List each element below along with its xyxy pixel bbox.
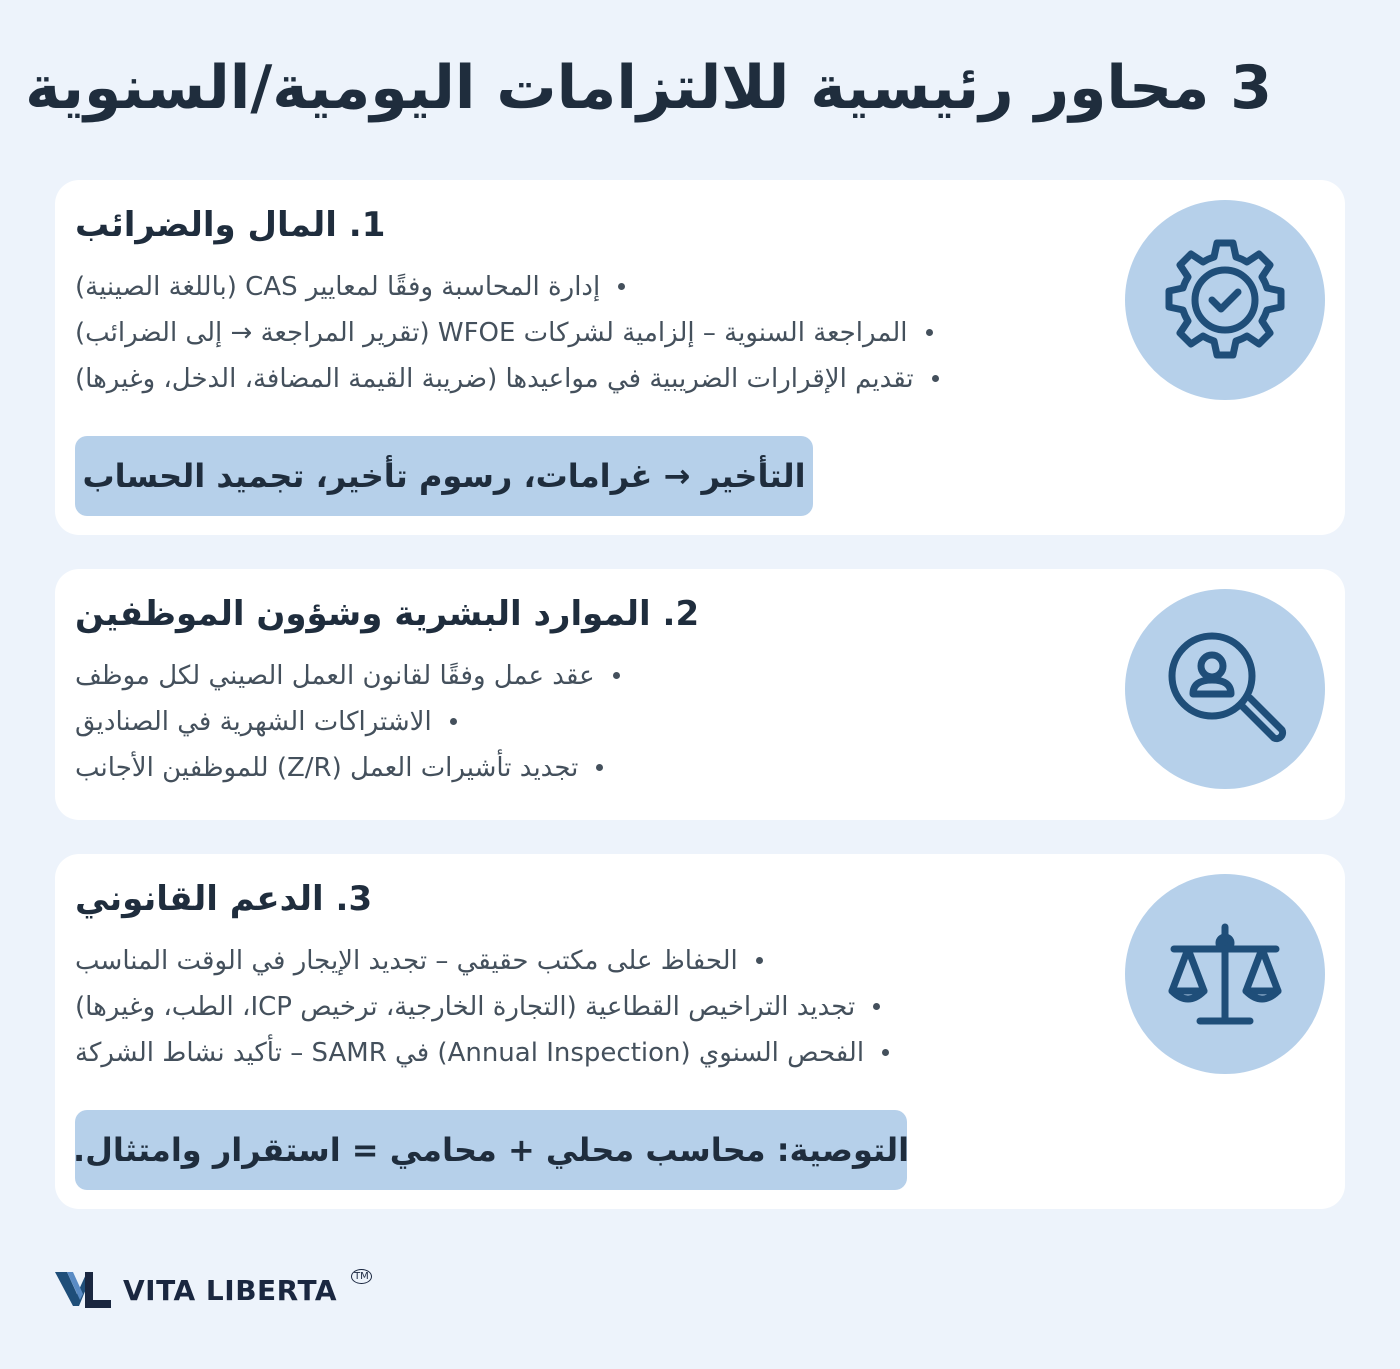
list-item: المراجعة السنوية – إلزامية لشركات WFOE (تقرير المراجعة → إلى الضرائب) [75, 310, 1107, 356]
list-item: تجديد تأشيرات العمل (Z/R) للموظفين الأجانب [75, 745, 1107, 791]
card-hr [55, 569, 1345, 820]
list-item: إدارة المحاسبة وفقًا لمعايير CAS (باللغة الصينية) [75, 264, 1107, 310]
list-item: تقديم الإقرارات الضريبية في مواعيدها (ضريبة القيمة المضافة، الدخل، وغيرها) [75, 356, 1107, 402]
bullet-list [75, 264, 1107, 402]
list-item: الفحص السنوي (Annual Inspection) في SAMR – تأكيد نشاط الشركة [75, 1030, 1107, 1076]
bullet-dot [756, 957, 763, 964]
card-finance-taxes [55, 180, 1345, 535]
card-legal [55, 854, 1345, 1209]
list-item: الحفاظ على مكتب حقيقي – تجديد الإيجار في الوقت المناسب [75, 938, 1107, 984]
brand-logo [55, 1270, 372, 1310]
card-title: 1. المال والضرائب [75, 205, 386, 245]
page-title: 3 محاور رئيسية للالتزامات اليومية/السنوية [25, 53, 1272, 123]
bullet-dot [873, 1003, 880, 1010]
card-title: 2. الموارد البشرية وشؤون الموظفين [75, 594, 700, 634]
bullet-dot [618, 283, 625, 290]
bullet-dot [882, 1049, 889, 1056]
list-item: تجديد التراخيص القطاعية (التجارة الخارجية، ترخيص ICP، الطب، وغيرها) [75, 984, 1107, 1030]
warning-highlight: التأخير → غرامات، رسوم تأخير، تجميد الحساب [75, 436, 813, 516]
vita-liberta-logo-icon [55, 1270, 111, 1310]
bullet-dot [450, 718, 457, 725]
card-title: 3. الدعم القانوني [75, 879, 373, 919]
trademark-mark: TM [351, 1269, 372, 1284]
bullet-dot [596, 764, 603, 771]
logo-text: VITA LIBERTA [123, 1273, 338, 1307]
bullet-dot [613, 672, 620, 679]
bullet-dot [932, 375, 939, 382]
recommendation-highlight: التوصية: محاسب محلي + محامي = استقرار وامتثال. [75, 1110, 907, 1190]
bullet-list [75, 653, 1107, 791]
list-item: عقد عمل وفقًا لقانون العمل الصيني لكل موظف [75, 653, 1107, 699]
list-item: الاشتراكات الشهرية في الصناديق [75, 699, 1107, 745]
scales-icon [1125, 874, 1325, 1074]
bullet-dot [926, 329, 933, 336]
user-search-icon [1125, 589, 1325, 789]
gear-check-icon [1125, 200, 1325, 400]
bullet-list [75, 938, 1107, 1076]
